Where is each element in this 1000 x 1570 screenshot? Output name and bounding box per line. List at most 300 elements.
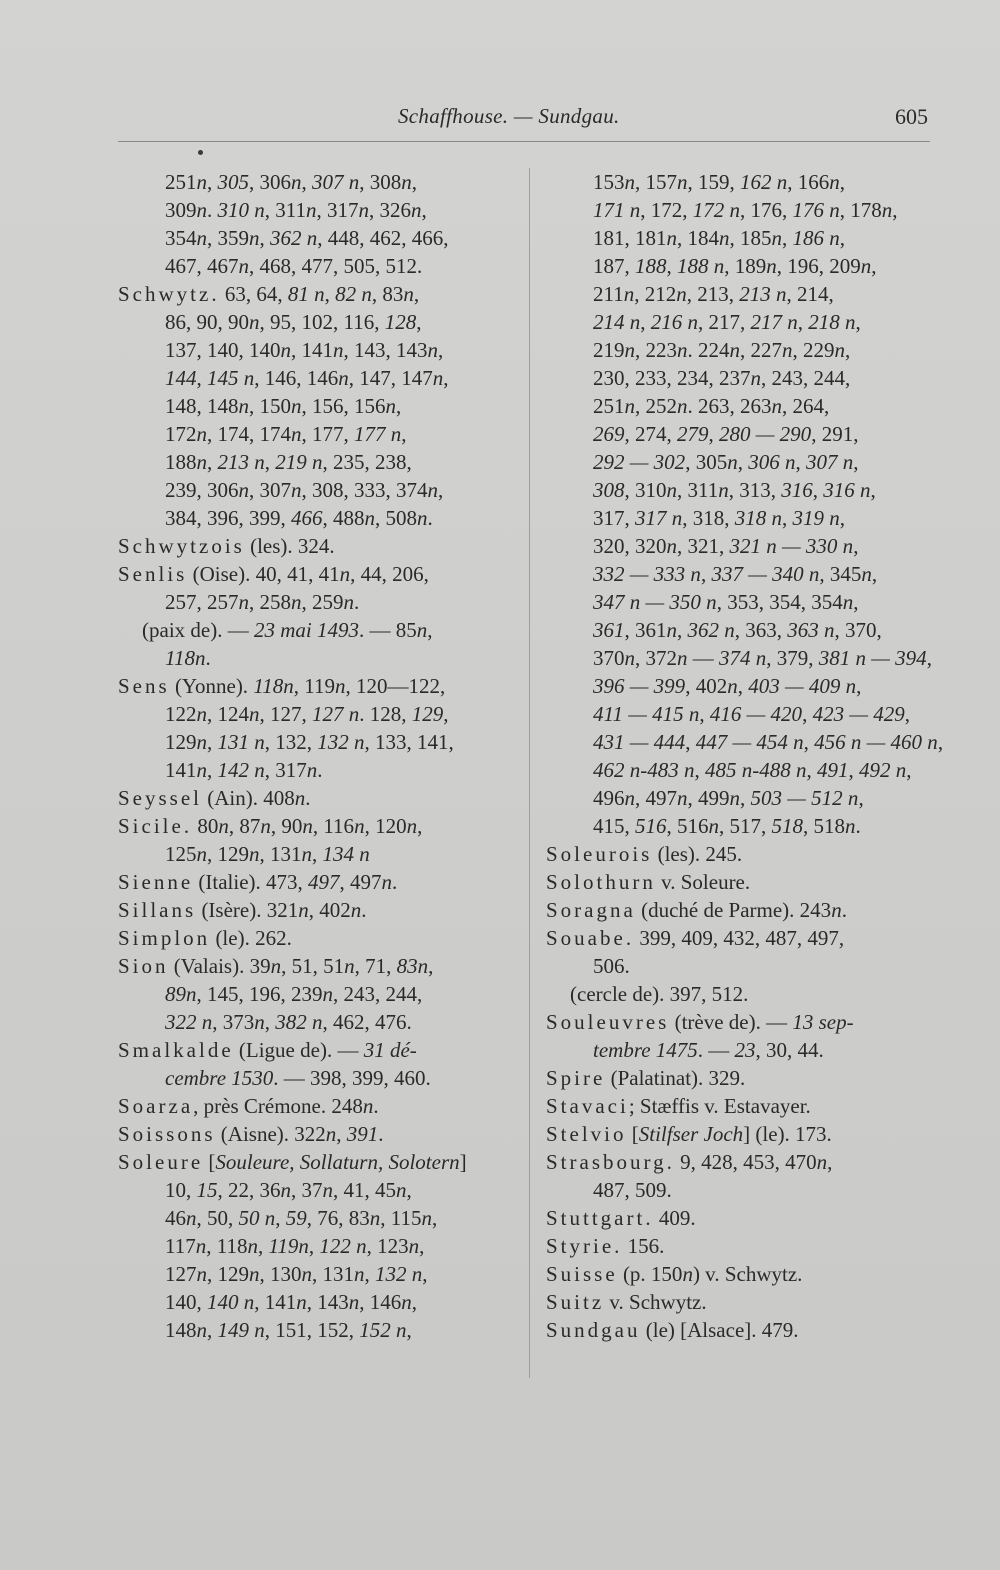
index-line	[546, 336, 936, 364]
note-marker: n	[427, 478, 438, 502]
page-refs: ,	[401, 422, 407, 446]
page-refs: ,	[336, 1122, 347, 1146]
page-refs: , 488	[322, 506, 365, 530]
page-refs: ,	[666, 254, 677, 278]
page-refs: ,	[411, 1290, 417, 1314]
page-refs: 370	[593, 646, 625, 670]
italic-ref: 396 — 399	[593, 674, 686, 698]
italic-ref: tembre 1475	[593, 1038, 698, 1062]
note-marker: n	[845, 814, 856, 838]
note-marker: n	[677, 646, 688, 670]
index-line	[546, 224, 936, 252]
page-refs: ,	[428, 954, 434, 978]
page-refs: , 177,	[301, 422, 354, 446]
page-refs: . — 398, 399, 460.	[273, 1066, 431, 1090]
page-refs: , 176,	[740, 198, 793, 222]
page-refs: ,	[694, 758, 705, 782]
page-refs: , 402	[308, 898, 351, 922]
note-marker: n	[344, 954, 355, 978]
index-line	[546, 560, 936, 588]
index-line	[118, 420, 518, 448]
page-refs: , 291,	[811, 422, 859, 446]
page-refs: , 311	[264, 198, 306, 222]
index-line	[546, 784, 936, 812]
page-refs: (le) [Alsace]. 479.	[640, 1318, 799, 1342]
note-marker: n	[666, 534, 677, 558]
page-refs: 230, 233, 234, 237	[593, 366, 751, 390]
italic-ref: 361	[593, 618, 625, 642]
index-line	[118, 1232, 518, 1260]
index-term: Soragna	[546, 898, 636, 922]
note-marker: n	[247, 1234, 258, 1258]
note-marker: n	[369, 1206, 381, 1230]
index-line	[118, 252, 518, 280]
page-refs: [	[626, 1122, 639, 1146]
page-refs: , 196, 209	[776, 254, 861, 278]
page-refs: 320, 320	[593, 534, 667, 558]
note-marker: n	[196, 198, 207, 222]
page-refs: , 133, 141,	[364, 730, 454, 754]
page-refs: , 50,	[196, 1206, 239, 1230]
italic-ref: 172 n	[692, 198, 740, 222]
page-refs: , 141	[254, 1290, 297, 1314]
page-refs: , 145, 196, 239	[196, 982, 323, 1006]
index-line	[118, 1288, 518, 1316]
note-marker: n	[249, 226, 260, 250]
italic-ref: 416 — 420	[709, 702, 803, 726]
index-line	[546, 588, 936, 616]
page-refs: , 143	[306, 1290, 349, 1314]
page-refs: , 345	[819, 562, 862, 586]
index-term: Soissons	[118, 1122, 216, 1146]
italic-ref: 213 n	[217, 450, 265, 474]
page-refs: , 499	[687, 786, 730, 810]
page-refs: , 462, 476.	[322, 1010, 412, 1034]
note-marker: n	[195, 1234, 207, 1258]
page-refs: , 22, 36	[217, 1178, 281, 1202]
italic-ref: 317 n	[635, 506, 683, 530]
italic-ref: 142 n	[217, 758, 265, 782]
page-refs: , 166	[787, 170, 830, 194]
page-refs: , 44, 206,	[350, 562, 429, 586]
index-entry	[118, 280, 518, 308]
page-refs: ,	[301, 170, 312, 194]
page-refs: ,	[438, 478, 444, 502]
index-entry	[546, 1316, 936, 1344]
italic-ref: 218 n	[808, 310, 856, 334]
italic-ref: 188 n	[677, 254, 725, 278]
page-refs: (cercle de). 397, 512.	[570, 982, 749, 1006]
page-refs: (Italie). 473,	[193, 870, 309, 894]
page-refs: , 141	[291, 338, 333, 362]
page-refs: , 212	[634, 282, 677, 306]
index-entry	[546, 1008, 936, 1036]
page-refs: ,	[419, 1234, 425, 1258]
page-refs: , 120	[364, 814, 407, 838]
page-refs: , 373	[212, 1010, 255, 1034]
page-refs: , près Crémone. 248	[193, 1094, 363, 1118]
index-term: Soarza	[118, 1094, 194, 1118]
page-refs: 137, 140, 140	[165, 338, 281, 362]
page-refs: ,	[259, 226, 270, 250]
index-term: Spire	[546, 1066, 606, 1090]
page-refs: (les). 245.	[652, 842, 743, 866]
page-refs: , 308	[359, 170, 402, 194]
page-refs: 9, 428, 453, 470	[674, 1150, 817, 1174]
page-refs: 140,	[165, 1290, 207, 1314]
page-header	[0, 104, 1000, 138]
italic-ref: 213 n	[739, 282, 787, 306]
page-refs: ,	[848, 758, 859, 782]
page-refs: ,	[839, 226, 845, 250]
note-marker: n	[401, 1290, 412, 1314]
note-marker: n	[881, 198, 893, 222]
page-refs: , 150	[249, 394, 291, 418]
note-marker: n	[729, 338, 740, 362]
index-line	[118, 1260, 518, 1288]
page-refs: (Ain). 408	[202, 786, 295, 810]
index-line	[118, 1064, 518, 1092]
page-refs: , 129	[207, 842, 249, 866]
index-line	[546, 364, 936, 392]
note-marker: n	[403, 282, 414, 306]
note-marker: n	[196, 450, 207, 474]
index-term: Souabe.	[546, 926, 635, 950]
note-marker: n	[396, 1178, 407, 1202]
note-marker: n	[708, 814, 719, 838]
page-refs: , 326	[368, 198, 411, 222]
italic-ref: 518	[771, 814, 803, 838]
page-refs: , 402	[685, 674, 728, 698]
note-marker: n	[719, 226, 730, 250]
page-refs: ,	[264, 1010, 276, 1034]
page-refs: , 313,	[728, 478, 782, 502]
page-refs: 80	[192, 814, 219, 838]
note-marker: n	[301, 1262, 312, 1286]
page-refs: ,	[312, 842, 323, 866]
italic-ref: 307 n	[805, 450, 854, 474]
page-refs: .	[378, 1122, 384, 1146]
page-refs: , 184	[677, 226, 719, 250]
index-entry	[118, 672, 518, 700]
note-marker: n	[666, 478, 677, 502]
note-marker: n	[249, 1262, 260, 1286]
page-refs: 46	[165, 1206, 186, 1230]
page-refs: ,	[870, 478, 876, 502]
note-marker: n	[196, 730, 207, 754]
page-refs: , 37	[291, 1178, 323, 1202]
italic-ref: 411 — 415 n	[593, 702, 700, 726]
italic-ref: 321 n — 330 n	[729, 534, 854, 558]
index-term: Senlis	[118, 562, 188, 586]
note-marker: n	[624, 394, 635, 418]
page-refs: ) v. Schwytz.	[692, 1262, 803, 1286]
page-refs: , 264,	[782, 394, 830, 418]
italic-ref: 13 sep-	[792, 1010, 854, 1034]
index-term: Stelvio	[546, 1122, 627, 1146]
italic-ref: 307 n	[312, 170, 360, 194]
italic-ref: 491	[817, 758, 849, 782]
page-refs: , 274,	[624, 422, 677, 446]
italic-ref: 127 n	[312, 702, 360, 726]
page-refs: ,	[937, 730, 944, 754]
page-refs: ,	[871, 254, 877, 278]
italic-ref: 50 n	[238, 1206, 276, 1230]
italic-ref: 131 n	[217, 730, 265, 754]
italic-ref: 306 n	[748, 450, 796, 474]
index-line	[546, 392, 936, 420]
note-marker: n	[186, 1206, 197, 1230]
page-refs: ,	[406, 1318, 412, 1342]
index-entry	[118, 532, 518, 560]
index-term: Smalkalde	[118, 1038, 234, 1062]
page-refs: ,	[858, 786, 864, 810]
page-refs: ,	[264, 450, 276, 474]
note-marker: n	[718, 478, 729, 502]
page-refs: ,	[416, 310, 422, 334]
page-refs: , 213,	[686, 282, 740, 306]
index-term: Strasbourg.	[546, 1150, 675, 1174]
page-refs: (Aisne). 322	[215, 1122, 326, 1146]
page-refs: , 185	[729, 226, 772, 250]
index-line	[546, 196, 936, 224]
index-entry	[118, 952, 518, 980]
page-refs: ,	[421, 198, 427, 222]
italic-ref: 122 n	[319, 1234, 367, 1258]
page-refs: ,	[438, 338, 444, 362]
italic-ref: 186 n	[792, 226, 840, 250]
note-marker: n	[408, 1234, 420, 1258]
italic-ref: 82 n	[335, 282, 372, 306]
page-refs: 153	[593, 170, 625, 194]
index-term: Seyssel	[118, 786, 202, 810]
page-refs: . 224	[687, 338, 730, 362]
note-marker: n	[291, 422, 302, 446]
note-marker: n	[260, 814, 271, 838]
italic-ref: 31 dé-	[363, 1038, 417, 1062]
page-refs: ,	[685, 730, 696, 754]
note-marker: n	[291, 394, 302, 418]
page-refs: , 71,	[354, 954, 397, 978]
page-refs: ,	[906, 758, 912, 782]
note-marker: n	[729, 786, 740, 810]
page-refs: , 305	[685, 450, 728, 474]
page-refs: (Oise). 40, 41, 41	[187, 562, 340, 586]
index-line	[118, 980, 518, 1008]
page-refs: ,	[839, 170, 845, 194]
page-refs: , 308, 333, 374	[301, 478, 428, 502]
page-refs: , 317	[316, 198, 359, 222]
page-refs: ,	[853, 534, 859, 558]
index-entry	[118, 1036, 518, 1064]
page-refs: ] (le). 173.	[743, 1122, 832, 1146]
page-refs: ,	[417, 814, 423, 838]
italic-ref: 128	[384, 310, 417, 334]
index-line	[118, 588, 518, 616]
note-marker: n	[416, 618, 428, 642]
page-refs: , 229	[792, 338, 835, 362]
note-marker: n	[354, 1262, 365, 1286]
page-refs: ,	[926, 646, 932, 670]
note-marker: n	[218, 814, 229, 838]
page-refs: , 151, 152,	[264, 1318, 360, 1342]
index-term: Solothurn	[546, 870, 656, 894]
page-refs: .	[317, 758, 323, 782]
page-refs: , 147, 147	[348, 366, 433, 390]
page-refs: 187,	[593, 254, 635, 278]
italic-ref: 280 — 290	[719, 422, 812, 446]
note-marker: n	[677, 338, 688, 362]
page-refs: ,	[856, 674, 862, 698]
note-marker: n	[727, 674, 738, 698]
page-refs: , 518	[803, 814, 845, 838]
note-marker: n	[410, 198, 422, 222]
index-line	[118, 448, 518, 476]
page-refs: ,	[812, 478, 824, 502]
page-refs: , 119	[293, 674, 335, 698]
note-marker: n	[196, 422, 207, 446]
index-entry	[546, 924, 936, 952]
page-refs: 211	[593, 282, 624, 306]
index-entry	[118, 812, 518, 840]
note-marker: n	[385, 394, 396, 418]
italic-ref: 118n	[253, 674, 294, 698]
page-refs: , 174, 174	[207, 422, 291, 446]
page-refs: (Valais). 39	[168, 954, 271, 978]
page-refs: ,	[795, 450, 806, 474]
index-entry	[118, 868, 518, 896]
page-refs: , 123	[366, 1234, 409, 1258]
index-column-right	[546, 168, 944, 1344]
note-marker: n	[280, 338, 291, 362]
page-refs: . 263, 263	[687, 394, 772, 418]
page-refs: 181, 181	[593, 226, 667, 250]
page-refs: ,	[324, 282, 336, 306]
italic-ref: 318 n	[734, 506, 782, 530]
page-refs: , 258	[249, 590, 291, 614]
italic-ref: 447 — 454 n	[695, 730, 804, 754]
page-refs: ,	[422, 1262, 428, 1286]
note-marker: n	[280, 1178, 291, 1202]
page-refs: ,	[207, 758, 218, 782]
page-refs: ,	[427, 618, 433, 642]
page-refs: (duché de Parme). 243	[635, 898, 832, 922]
page-refs: , 41, 45	[333, 1178, 396, 1202]
page-refs: , 307	[249, 478, 291, 502]
page-refs: (Palatinat). 329.	[605, 1066, 746, 1090]
italic-ref: 381 n — 394	[818, 646, 927, 670]
page-refs: 384, 396, 399,	[165, 506, 291, 530]
page-refs: .	[841, 898, 847, 922]
note-marker: n	[249, 702, 260, 726]
running-title: Schaffhouse. — Sundgau.	[398, 104, 620, 128]
page-refs: 156.	[622, 1234, 665, 1258]
italic-ref: 403 — 409 n	[748, 674, 857, 698]
page-refs: 86, 90, 90	[165, 310, 249, 334]
page-refs: , 259	[301, 590, 344, 614]
page-refs: ,	[855, 310, 861, 334]
page-refs: ,	[802, 702, 813, 726]
italic-ref: 362 n	[270, 226, 318, 250]
note-marker: n	[291, 170, 302, 194]
note-marker: n	[350, 898, 362, 922]
index-entry	[546, 1260, 936, 1288]
page-refs: , 120—122,	[345, 674, 446, 698]
italic-ref: 347 n — 350 n	[593, 590, 717, 614]
italic-ref: Souleure, Sollaturn, Solotern	[215, 1150, 460, 1174]
page-refs: ,	[275, 1206, 286, 1230]
page-refs: ,	[308, 1234, 320, 1258]
page-refs: .	[392, 870, 398, 894]
page-refs: [	[203, 1150, 216, 1174]
page-refs: , 243, 244,	[761, 366, 851, 390]
note-marker: n	[196, 1262, 207, 1286]
page-refs: ,	[782, 506, 793, 530]
note-marker: n	[196, 758, 207, 782]
page-refs: ,	[207, 1318, 218, 1342]
page-refs: 257, 257	[165, 590, 239, 614]
page-refs: ,	[737, 450, 749, 474]
italic-ref: 81 n	[287, 282, 325, 306]
note-marker: n	[677, 394, 688, 418]
header-rule	[118, 141, 930, 142]
page-refs: ,	[853, 590, 859, 614]
page-refs: , 516	[666, 814, 709, 838]
note-marker: n	[727, 450, 738, 474]
index-line	[118, 1204, 518, 1232]
italic-ref: 59	[285, 1206, 307, 1230]
italic-ref: 310 n	[217, 198, 265, 222]
note-marker: n	[354, 814, 365, 838]
page-refs: ,	[806, 758, 817, 782]
page-refs: ,	[904, 702, 910, 726]
note-marker: n	[750, 366, 761, 390]
page-refs: 117	[165, 1234, 196, 1258]
index-line	[546, 168, 936, 196]
index-line	[118, 168, 518, 196]
note-marker: n	[432, 366, 444, 390]
page-refs: 409.	[653, 1206, 696, 1230]
page-refs: , 131	[259, 842, 302, 866]
page-refs: . —	[697, 1038, 735, 1062]
note-marker: n	[238, 254, 249, 278]
index-line	[118, 308, 518, 336]
page-refs: ,	[845, 338, 851, 362]
page-refs: ; Stæffis v. Estavayer.	[628, 1094, 811, 1118]
page-refs: , 95, 102, 116,	[259, 310, 385, 334]
italic-ref: 516	[635, 814, 667, 838]
page-refs: , 311	[677, 478, 719, 502]
italic-ref: 319 n	[792, 506, 840, 530]
index-line	[118, 1008, 518, 1036]
italic-ref: 23 mai 1493	[253, 618, 359, 642]
index-line	[546, 980, 936, 1008]
note-marker: n	[254, 1010, 265, 1034]
italic-ref: Stilfser Joch	[638, 1122, 744, 1146]
index-line	[546, 1036, 936, 1064]
note-marker: n	[406, 814, 418, 838]
note-marker: n	[427, 338, 438, 362]
page-refs: , 468, 477, 505, 512.	[249, 254, 423, 278]
page-refs: v. Schwytz.	[604, 1290, 707, 1314]
note-marker: n	[196, 170, 207, 194]
page-refs: , 318,	[682, 506, 735, 530]
page-refs: , 359	[207, 226, 249, 250]
page-refs: (Isère). 321	[196, 898, 299, 922]
index-entry	[546, 1120, 936, 1148]
italic-ref: 269	[593, 422, 625, 446]
note-marker: n	[624, 646, 635, 670]
